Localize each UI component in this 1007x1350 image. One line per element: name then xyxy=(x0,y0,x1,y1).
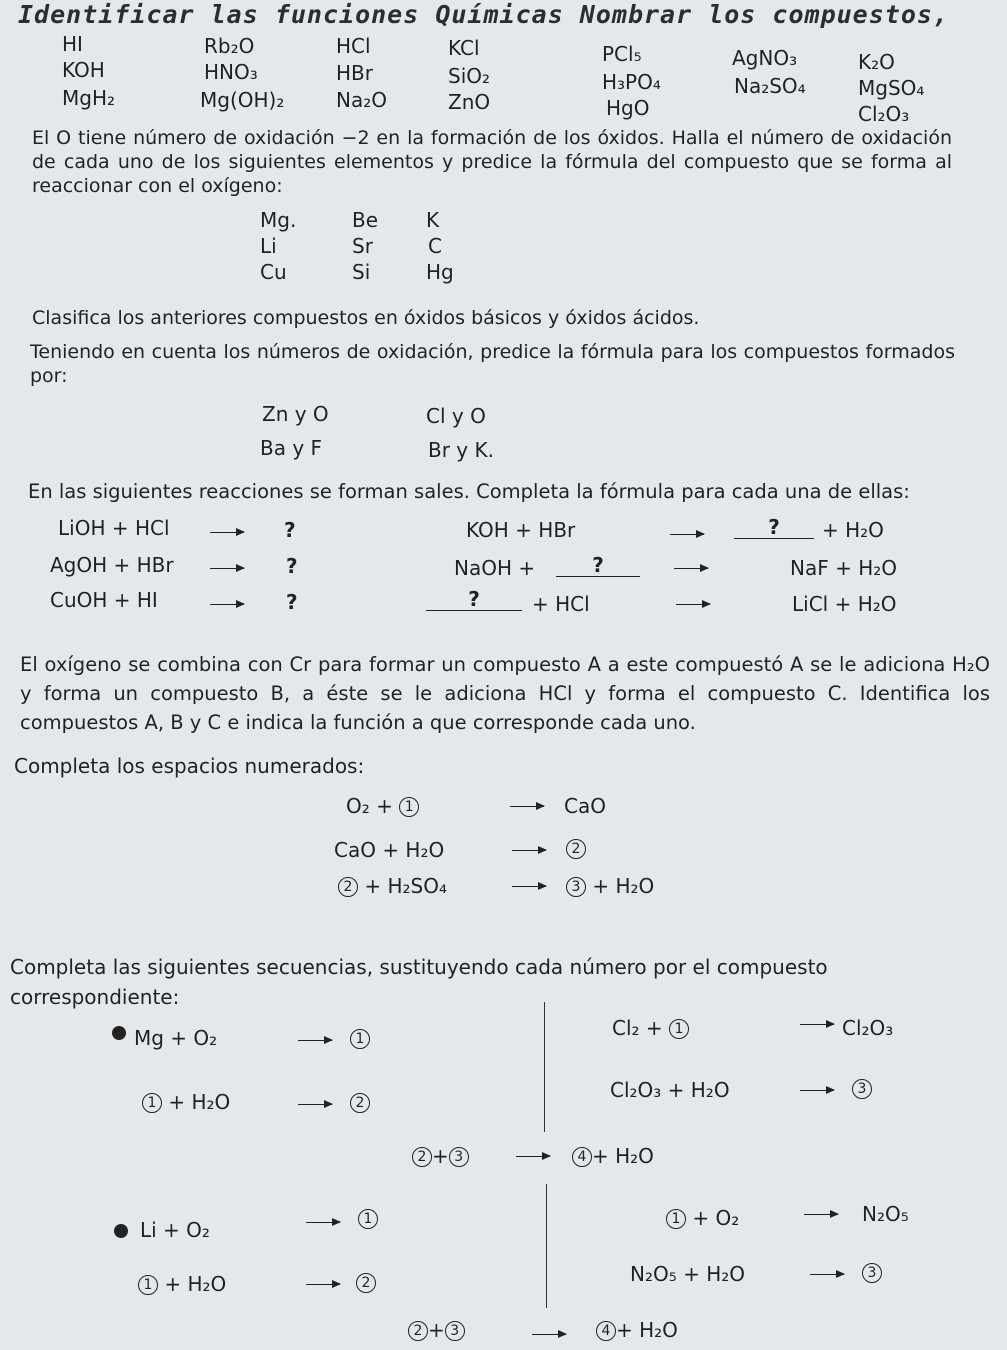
answer-blank: ? xyxy=(426,588,522,611)
formula: ZnO xyxy=(448,90,491,114)
element: C xyxy=(428,234,442,258)
reaction-text: + H₂O xyxy=(592,1144,654,1168)
element: Mg. xyxy=(260,208,297,232)
element: Si xyxy=(352,260,371,284)
formula: Na₂O xyxy=(336,88,387,112)
element-pair: Ba y F xyxy=(260,436,323,460)
reaction-left: Li + O₂ xyxy=(140,1218,210,1242)
reaction-right: Cl₂O₃ xyxy=(842,1016,894,1040)
formula: AgNO₃ xyxy=(732,46,798,70)
reaction-arrow xyxy=(800,1090,834,1091)
blank-number-2: 2 xyxy=(412,1147,432,1167)
bullet xyxy=(114,1224,128,1238)
formula: HgO xyxy=(606,96,650,120)
formula: PCl₅ xyxy=(602,42,642,66)
reaction-left: CaO + H₂O xyxy=(334,838,445,862)
predict-paragraph: Teniendo en cuenta los números de oxidación, predice la fórmula para los compuestos formados por: xyxy=(30,341,955,387)
blank-number-2: 2 xyxy=(350,1093,370,1113)
blank-number-1: 1 xyxy=(669,1019,689,1039)
divider xyxy=(546,1184,547,1308)
formula: Rb₂O xyxy=(204,34,255,58)
reaction-arrow xyxy=(210,532,244,533)
reaction-arrow xyxy=(670,534,704,535)
handwritten-title: Identificar las funciones Químicas Nombrar los compuestos, xyxy=(18,0,949,29)
reaction-right: + H₂O xyxy=(822,518,884,542)
formula: SiO₂ xyxy=(448,64,491,88)
reaction-text: + H₂O xyxy=(168,1090,231,1114)
answer-blank: ? xyxy=(556,554,640,577)
reaction-text: O₂ + xyxy=(346,794,393,818)
reaction-arrow xyxy=(810,1274,844,1275)
answer-placeholder: ? xyxy=(286,554,298,578)
reaction-left: + HCl xyxy=(532,592,590,616)
answer-blank: ? xyxy=(734,516,814,539)
reaction-left: Mg + O₂ xyxy=(134,1026,218,1050)
reaction-left xyxy=(138,1272,226,1296)
reaction-text: + H₂O xyxy=(592,874,655,898)
reaction-left: CuOH + HI xyxy=(50,588,158,612)
reaction-arrow xyxy=(210,604,244,605)
reaction-arrow xyxy=(800,1024,834,1025)
reaction-left xyxy=(346,794,419,818)
blank-number-3: 3 xyxy=(566,877,586,897)
blank-number-2: 2 xyxy=(566,839,586,859)
reaction-arrow xyxy=(674,568,708,569)
blank-number-4: 4 xyxy=(596,1321,616,1341)
reaction-left: N₂O₅ + H₂O xyxy=(630,1262,746,1286)
formula: KCl xyxy=(448,36,480,60)
reaction-arrow xyxy=(510,806,544,807)
formula: HCl xyxy=(336,34,371,58)
blank-number-4: 4 xyxy=(572,1147,592,1167)
formula: MgH₂ xyxy=(62,86,116,110)
reaction-left xyxy=(412,1144,469,1168)
reaction-arrow xyxy=(804,1214,838,1215)
element: Cu xyxy=(260,260,287,284)
reaction-right xyxy=(356,1270,376,1294)
formula: Na₂SO₄ xyxy=(734,74,806,98)
reaction-arrow xyxy=(512,850,546,851)
divider xyxy=(544,1002,545,1132)
reaction-right xyxy=(862,1260,882,1284)
reaction-right: N₂O₅ xyxy=(862,1202,909,1226)
element: Sr xyxy=(352,234,373,258)
blank-number-2: 2 xyxy=(408,1321,428,1341)
sequences-paragraph: Completa las siguientes secuencias, sustituyendo cada número por el compuesto correspondiente: xyxy=(10,955,828,1009)
formula: KOH xyxy=(62,58,105,82)
reaction-arrow xyxy=(512,886,546,887)
formula: MgSO₄ xyxy=(858,76,925,100)
element-pair: Br y K. xyxy=(428,438,494,462)
blank-number-1: 1 xyxy=(138,1275,158,1295)
reaction-arrow xyxy=(306,1284,340,1285)
reaction-text: + H₂O xyxy=(164,1272,227,1296)
element: Li xyxy=(260,234,277,258)
reaction-arrow xyxy=(532,1334,566,1335)
formula: K₂O xyxy=(858,50,895,74)
reaction-left: LiOH + HCl xyxy=(58,516,170,540)
reaction-right: CaO xyxy=(564,794,606,818)
blank-number-2: 2 xyxy=(356,1273,376,1293)
element: K xyxy=(426,208,440,232)
reaction-left xyxy=(612,1016,689,1040)
reaction-right xyxy=(596,1318,678,1342)
reaction-left: AgOH + HBr xyxy=(50,553,174,577)
reaction-arrow xyxy=(210,568,244,569)
reaction-right: LiCl + H₂O xyxy=(792,592,897,616)
formula: Cl₂O₃ xyxy=(858,102,910,126)
reaction-arrow xyxy=(298,1104,332,1105)
formula: HBr xyxy=(336,61,373,85)
element: Hg xyxy=(426,260,454,284)
reaction-arrow xyxy=(306,1222,340,1223)
blank-number-1: 1 xyxy=(358,1209,378,1229)
reaction-left xyxy=(142,1090,230,1114)
reaction-left: NaOH + xyxy=(454,556,536,580)
reaction-text: + xyxy=(432,1144,449,1168)
reaction-text: + H₂SO₄ xyxy=(364,874,447,898)
reaction-right xyxy=(852,1076,872,1100)
reaction-left: Cl₂O₃ + H₂O xyxy=(610,1078,730,1102)
reaction-text: Cl₂ + xyxy=(612,1016,663,1040)
element: Be xyxy=(352,208,379,232)
reaction-right xyxy=(566,836,586,860)
reaction-right xyxy=(350,1090,370,1114)
blank-number-3: 3 xyxy=(445,1321,465,1341)
blank-number-3: 3 xyxy=(852,1079,872,1099)
reaction-right: NaF + H₂O xyxy=(790,556,897,580)
reaction-arrow xyxy=(516,1156,550,1157)
blank-number-2: 2 xyxy=(338,877,358,897)
reaction-arrow xyxy=(676,604,710,605)
formula: H₃PO₄ xyxy=(602,70,661,94)
bullet xyxy=(112,1026,126,1040)
salts-paragraph: En las siguientes reacciones se forman sales. Completa la fórmula para cada una de ellas: xyxy=(28,480,910,503)
reaction-right xyxy=(572,1144,654,1168)
answer-placeholder: ? xyxy=(284,518,296,542)
oxidation-paragraph: El O tiene número de oxidación −2 en la formación de los óxidos. Halla el número de oxidación de cada uno de los siguientes elementos y predice la fórmula del compuesto que se forma al reaccionar con el oxígeno: xyxy=(32,127,952,197)
reaction-left xyxy=(338,874,447,898)
answer-placeholder: ? xyxy=(286,590,298,614)
reaction-right xyxy=(566,874,654,898)
reaction-text: + xyxy=(428,1318,445,1342)
blank-number-1: 1 xyxy=(666,1209,686,1229)
reaction-right xyxy=(358,1206,378,1230)
reaction-left: KOH + HBr xyxy=(466,518,576,542)
formula: Mg(OH)₂ xyxy=(200,88,285,112)
element-pair: Zn y O xyxy=(262,402,329,426)
formula: HI xyxy=(62,32,83,56)
reaction-right xyxy=(350,1026,370,1050)
blank-number-3: 3 xyxy=(862,1263,882,1283)
formula: HNO₃ xyxy=(204,60,258,84)
blank-number-1: 1 xyxy=(142,1093,162,1113)
reaction-arrow xyxy=(298,1040,332,1041)
element-pair: Cl y O xyxy=(426,404,486,428)
reaction-left xyxy=(408,1318,465,1342)
chromium-paragraph: El oxígeno se combina con Cr para formar un compuesto A a este compuestó A se le adiciona H₂O y forma un compuesto B, a éste se le adiciona HCl y forma el compuesto C. Identifica los compuestos A, B y C e indica la función a que corresponde cada uno. xyxy=(20,653,990,734)
reaction-text: + O₂ xyxy=(692,1206,740,1230)
numbered-heading: Completa los espacios numerados: xyxy=(14,754,365,778)
classify-paragraph: Clasifica los anteriores compuestos en óxidos básicos y óxidos ácidos. xyxy=(32,307,700,329)
reaction-left xyxy=(666,1206,739,1230)
blank-number-1: 1 xyxy=(350,1029,370,1049)
blank-number-3: 3 xyxy=(449,1147,469,1167)
blank-number-1: 1 xyxy=(399,797,419,817)
reaction-text: + H₂O xyxy=(616,1318,678,1342)
